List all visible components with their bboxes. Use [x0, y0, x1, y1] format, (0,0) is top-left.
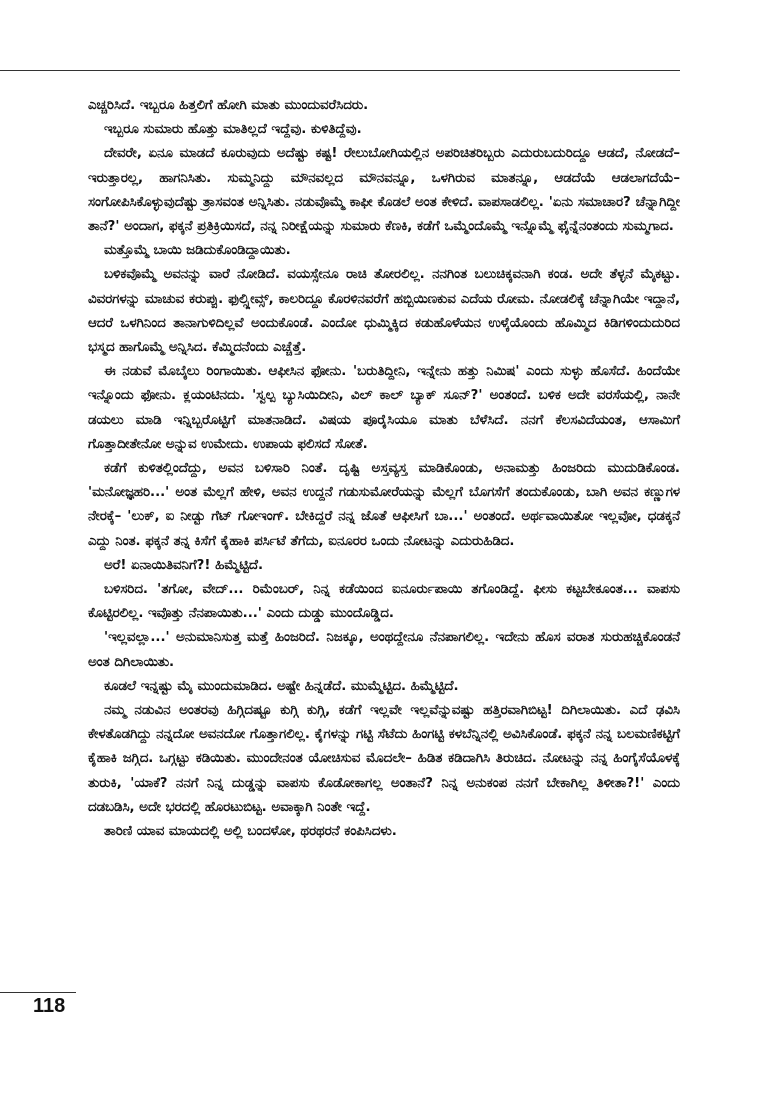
header-rule [0, 70, 680, 71]
footer-rule [0, 992, 76, 993]
paragraph-13: ತಾರಿಣಿ ಯಾವ ಮಾಯದಲ್ಲಿ ಅಲ್ಲಿ ಬಂದಳೋ, ಥರಥರನೆ ಕಂಪಿಸಿದಳು. [104, 824, 397, 840]
body-text [88, 94, 680, 844]
paragraph-7: ಕಡೆಗೆ ಕುಳಿತಲ್ಲಿಂದೆದ್ದು, ಅವನ ಬಳಿಸಾರಿ ನಿಂತೆ. ದೃಷ್ಟಿ ಅಸ್ತವ್ಯಸ್ತ ಮಾಡಿಕೊಂಡು, ಅನಾಮತ್ತು ಹಿಂಜರಿದು ಮುದುಡಿಕೊಂಡ. 'ಮನೋಜ್ಞಹರಿ...' ಅಂತ ಮೆಲ್ಲಗೆ ಹೇಳಿ, ಅವನ ಉದ್ದನೆ ಗಡುಸುಮೋರೆಯನ್ನು ಮೆಲ್ಲಗೆ ಬೊಗಸೆಗೆ ತಂದುಕೊಂಡು, ಬಾಗಿ ಅವನ ಕಣ್ಣುಗಳ ನೇರಕ್ಕೆ– 'ಲುಕ್, ಐ ನೀಡ್ಟು ಗೆಟ್ ಗೋಇಂಗ್. ಬೇಕಿದ್ದರೆ ನನ್ನ ಜೊತೆ ಆಫೀಸಿಗೆ ಬಾ...' ಅಂತಂದೆ. ಅರ್ಥವಾಯಿತೋ ಇಲ್ಲವೋ, ಧಡಕ್ಕನೆ ಎದ್ದು ನಿಂತ. ಫಕ್ಕನೆ ತನ್ನ ಕಿಸೆಗೆ ಕೈಹಾಕಿ ಪರ್ಸಿಟೆ ತೆಗೆದು, ಐನೂರರ ಒಂದು ನೋಟನ್ನು ಎದುರುಹಿಡಿದ. [88, 461, 680, 549]
paragraph-2: ಇಬ್ಬರೂ ಸುಮಾರು ಹೊತ್ತು ಮಾತಿಲ್ಲದೆ ಇದ್ದೆವು. ಕುಳಿತಿದ್ದೆವು. [104, 122, 362, 138]
paragraph-10: 'ಇಲ್ಲವಲ್ಲಾ...' ಅನುಮಾನಿಸುತ್ತ ಮತ್ತೆ ಹಿಂಜರಿದೆ. ನಿಜಕ್ಕೂ, ಅಂಥದ್ದೇನೂ ನೆನಪಾಗಲಿಲ್ಲ. ಇದೇನು ಹೊಸ ವರಾತ ಸುರುಹಚ್ಚಿಕೊಂಡನೆ ಅಂತ ದಿಗಿಲಾಯಿತು. [88, 630, 680, 670]
paragraph-12: ನಮ್ಮ ನಡುವಿನ ಅಂತರವು ಹಿಗ್ಗಿದಷ್ಟೂ ಕುಗ್ಗಿ ಕುಗ್ಗಿ, ಕಡೆಗೆ ಇಲ್ಲವೇ ಇಲ್ಲವೆನ್ನುವಷ್ಟು ಹತ್ತಿರವಾಗಿಬಿಟ್ಟ! ದಿಗಿಲಾಯಿತು. ಎದೆ ಢವಿಸಿ ಕೇಳತೊಡಗಿದ್ದು ನನ್ನದೋ ಅವನದೋ ಗೊತ್ತಾಗಲಿಲ್ಲ. ಕೈಗಳನ್ನು ಗಟ್ಟಿ ಸೆಟೆದು ಹಿಂಗಟ್ಟಿ ಕಳಬೆನ್ನಿನಲ್ಲಿ ಅವಿಸಿಕೊಂಡೆ. ಫಕ್ಕನೆ ನನ್ನ ಬಲಮಣಿಕಟ್ಟಿಗೆ ಕೈಹಾಕಿ ಜಗ್ಗಿದ. ಒಗ್ಗಟ್ಟು ಕಡಿಯಿತು. ಮುಂದೇನಂತ ಯೋಚಿಸುವ ಮೊದಲೇ– ಹಿಡಿತ ಕಡಿದಾಗಿಸಿ ತಿರುಚಿದ. ನೋಟನ್ನು ನನ್ನ ಹಿಂಗೈಸೆಯೊಳಕ್ಕೆ ತುರುಕಿ, 'ಯಾಕೆ? ನನಗೆ ನಿನ್ನ ದುಡ್ಡನ್ನು ವಾಪಸು ಕೊಡೋಕಾಗಲ್ಲ ಅಂತಾನೆ? ನಿನ್ನ ಅನುಕಂಪ ನನಗೆ ಬೇಕಾಗಿಲ್ಲ ತಿಳೀತಾ?!' ಎಂದು ದಡಬಡಿಸಿ, ಅದೇ ಭರದಲ್ಲಿ ಹೊರಟುಬಿಟ್ಟ. ಅವಾಕ್ಕಾಗಿ ನಿಂತೇ ಇದ್ದೆ. [88, 703, 680, 815]
paragraph-1: ಎಚ್ಚರಿಸಿದೆ. ಇಬ್ಬರೂ ಹಿತ್ತಲಿಗೆ ಹೋಗಿ ಮಾತು ಮುಂದುವರೆಸಿದರು. [88, 98, 369, 113]
paragraph-8: ಅರೆ! ಏನಾಯಿತಿವನಿಗೆ?! ಹಿಮ್ಮೆಟ್ಟಿದೆ. [104, 557, 264, 573]
paragraph-3: ದೇವರೇ, ಏನೂ ಮಾಡದೆ ಕೂರುವುದು ಅದೆಷ್ಟು ಕಷ್ಟ! ರೇಲುಬೋಗಿಯಲ್ಲಿನ ಅಪರಿಚಿತರಿಬ್ಬರು ಎದುರುಬದುರಿದ್ದೂ ಆಡದೆ, ನೋಡದೆ– ಇರುತ್ತಾರಲ್ಲ, ಹಾಗನಿಸಿತು. ಸುಮ್ಮನಿದ್ದು ಮೌನವಲ್ಲದ ಮೌನವನ್ನೂ, ಒಳಗಿರುವ ಮಾತನ್ನೂ, ಆಡದೆಯೆ ಆಡಲಾಗದೆಯೆ– ಸಂಗೋಪಿಸಿಕೊಳ್ಳುವುದೆಷ್ಟು ತ್ರಾಸವಂತ ಅನ್ನಿಸಿತು. ನಡುವೊಮ್ಮೆ ಕಾಫೀ ಕೊಡಲೆ ಅಂತ ಕೇಳಿದೆ. ವಾಪಸಾಡಲಿಲ್ಲ. 'ಏನು ಸಮಾಚಾರ? ಚೆನ್ನಾಗಿದ್ದೀ ತಾನೆ?' ಅಂದಾಗ, ಫಕ್ಕನೆ ಪ್ರತಿಕ್ರಿಯಿಸದೆ, ನನ್ನ ನಿರೀಕ್ಷೆಯನ್ನು ಸುಮಾರು ಕೆಣಕಿ, ಕಡೆಗೆ ಒಮ್ಮೆಂದೊಮ್ಮೆ ಇನ್ನೊಮ್ಮೆ ಫೈನ್ನೆನಂತಂದು ಸುಮ್ಮಗಾದ. [88, 146, 680, 235]
paragraph-6: ಈ ನಡುವೆ ಮೊಬೈಲು ರಿಂಗಾಯಿತು. ಆಫೀಸಿನ ಫೋನು. 'ಬರುತಿದ್ದೀನಿ, ಇನ್ನೇನು ಹತ್ತು ನಿಮಿಷ' ಎಂದು ಸುಳ್ಳು ಹೊಸೆದೆ. ಹಿಂದೆಯೇ ಇನ್ನೊಂದು ಫೋನು. ಕ್ಲಯಂಟಿನದು. 'ಸ್ವಲ್ಪ ಬ್ಯುಸಿಯಿದೀನಿ, ವಿಲ್ ಕಾಲ್ ಬ್ಯಾಕ್ ಸೂನ್?' ಅಂತಂದೆ. ಬಳಿಕ ಅದೇ ವರಸೆಯಲ್ಲಿ, ನಾನೇ ಡಯಲು ಮಾಡಿ ಇನ್ನಿಬ್ಬರೊಟ್ಟಿಗೆ ಮಾತನಾಡಿದೆ. ವಿಷಯ ಪೂರೈಸಿಯೂ ಮಾತು ಬೆಳೆಸಿದೆ. ನನಗೆ ಕೆಲಸವಿದೆಯಂತ, ಆಸಾಮಿಗೆ ಗೊತ್ತಾದೀತೇನೋ ಅನ್ನುವ ಉಮೇದು. ಉಪಾಯ ಫಲಿಸದೆ ಸೋತೆ. [88, 364, 680, 452]
page-number: 118 [33, 995, 66, 1017]
paragraph-5: ಬಳಿಕವೊಮ್ಮೆ ಅವನನ್ನು ವಾರೆ ನೋಡಿದೆ. ವಯಸ್ಸೇನೂ ರಾಚಿ ತೋರಲಿಲ್ಲ. ನನಗಿಂತ ಬಲುಚಿಕ್ಕವನಾಗಿ ಕಂಡ. ಅದೇ ತೆಳ್ಳನೆ ಮೈಕಟ್ಟು. ವಿವರಗಳನ್ನು ಮಾಚುವ ಕರುಪ್ಪು. ಫುಲ್ಸ್ಲೀವ್ಸ್, ಕಾಲರಿದ್ದೂ ಕೊರಳಿನವರೆಗೆ ಹಬ್ಬಿಯಿಣಕುವ ಎದೆಯ ರೋಮ. ನೋಡಲಿಕ್ಕೆ ಚೆನ್ನಾಗಿಯೇ ಇದ್ದಾನೆ, ಆದರೆ ಒಳಗಿನಿಂದ ತಾನಾಗುಳಿದಿಲ್ಲವೆ ಅಂದುಕೊಂಡೆ. ಎಂದೋ ಧುಮ್ಮಿಕ್ಕಿದ ಕಡುಹೊಳೆಯನ ಉಳ್ಕೆಯೊಂದು ಹೊಮ್ಮಿದ ಕಿಡಿಗಳಿಂದುದುರಿದ ಭಸ್ಮದ ಹಾಗೊಮ್ಮೆ ಅನ್ನಿಸಿದ. ಕೆಮ್ಮಿದನೆಂದು ಎಚ್ಚೆತ್ತೆ. [88, 267, 680, 356]
paragraph-9: ಬಳಿಸರಿದ. 'ತಗೋ, ವೇದ್... ರಿಮೆಂಬರ್, ನಿನ್ನ ಕಡೆಯಿಂದ ಐನೂರ್ರುಪಾಯಿ ತಗೊಂಡಿದ್ದೆ. ಫೀಸು ಕಟ್ಟಬೇಕೂಂತ... ವಾಪಸು ಕೊಟ್ಟಿರಲಿಲ್ಲ. ಇವೊತ್ತು ನೆನಪಾಯಿತು...' ಎಂದು ದುಡ್ಡು ಮುಂದೊಡ್ಡಿದ. [88, 582, 680, 622]
paragraph-11: ಕೂಡಲೆ ಇನ್ನಷ್ಟು ಮೈ ಮುಂದುಮಾಡಿದ. ಅಷ್ಟೇ ಹಿನ್ನಡೆದೆ. ಮುಮ್ಮೆಟ್ಟಿದ. ಹಿಮ್ಮೆಟ್ಟಿದೆ. [104, 678, 459, 694]
paragraph-4: ಮತ್ತೊಮ್ಮೆ ಬಾಯಿ ಜಡಿದುಕೊಂಡಿದ್ದಾಯಿತು. [104, 243, 291, 259]
